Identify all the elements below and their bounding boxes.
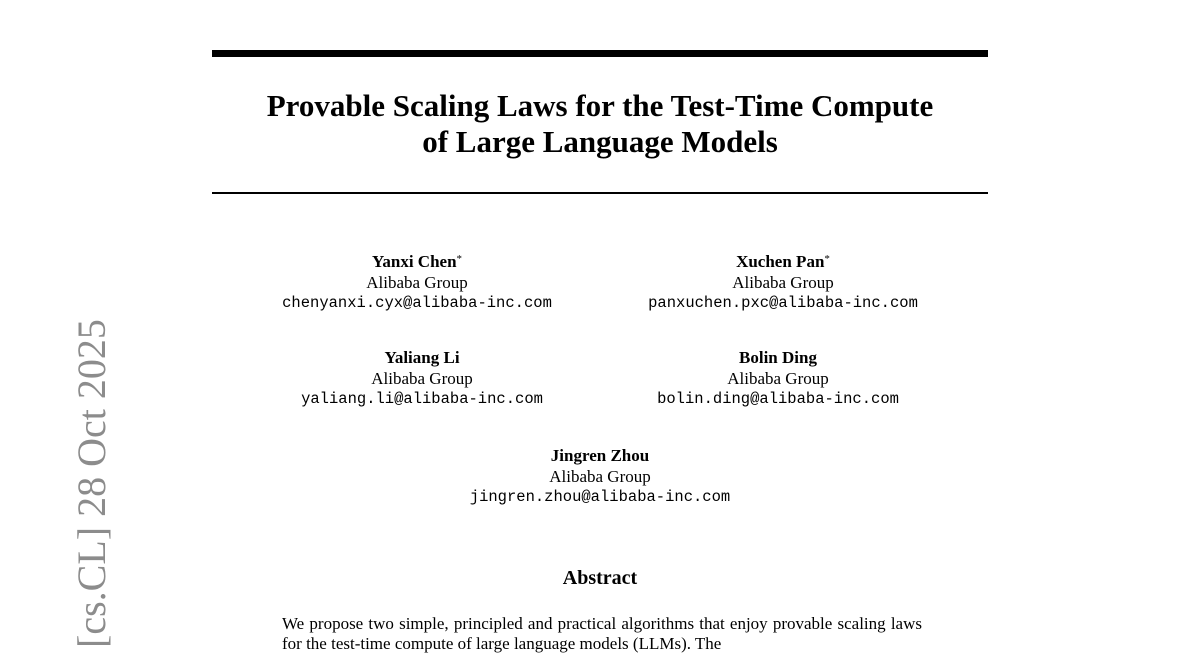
author-block	[598, 347, 958, 410]
author-email: bolin.ding@alibaba-inc.com	[657, 390, 899, 408]
author-name: Xuchen Pan*	[736, 252, 830, 271]
paper-title-line-1: Provable Scaling Laws for the Test-Time Compute	[266, 88, 934, 123]
author-block	[420, 445, 780, 508]
equal-contribution-mark: *	[824, 253, 830, 265]
author-name: Yanxi Chen*	[371, 252, 463, 271]
abstract-body: We propose two simple, principled and practical algorithms that enjoy provable scaling laws for the test-time compute of large language models (LLMs). The	[282, 614, 922, 653]
arxiv-side-stamp: [cs.CL] 28 Oct 2025	[69, 319, 114, 648]
author-block	[237, 249, 597, 314]
equal-contribution-mark: *	[456, 253, 463, 265]
author-affiliation: Alibaba Group	[727, 369, 829, 388]
paper-title-line-2: of Large Language Models	[422, 124, 778, 159]
author-affiliation: Alibaba Group	[732, 273, 834, 292]
author-block	[242, 347, 602, 410]
author-email: panxuchen.pxc@alibaba-inc.com	[648, 294, 918, 312]
author-affiliation: Alibaba Group	[371, 369, 473, 388]
paper-title	[212, 88, 988, 160]
author-name: Bolin Ding	[739, 348, 817, 367]
author-block	[603, 249, 963, 314]
author-name: Jingren Zhou	[550, 446, 650, 465]
author-name: Yaliang Li	[384, 348, 460, 367]
abstract-heading: Abstract	[562, 567, 638, 589]
author-email: yaliang.li@alibaba-inc.com	[301, 390, 543, 408]
author-affiliation: Alibaba Group	[366, 273, 468, 292]
author-affiliation: Alibaba Group	[549, 467, 651, 486]
title-top-rule	[212, 50, 988, 57]
author-email: jingren.zhou@alibaba-inc.com	[469, 488, 731, 506]
author-email: chenyanxi.cyx@alibaba-inc.com	[282, 294, 552, 312]
title-bottom-rule	[212, 192, 988, 194]
